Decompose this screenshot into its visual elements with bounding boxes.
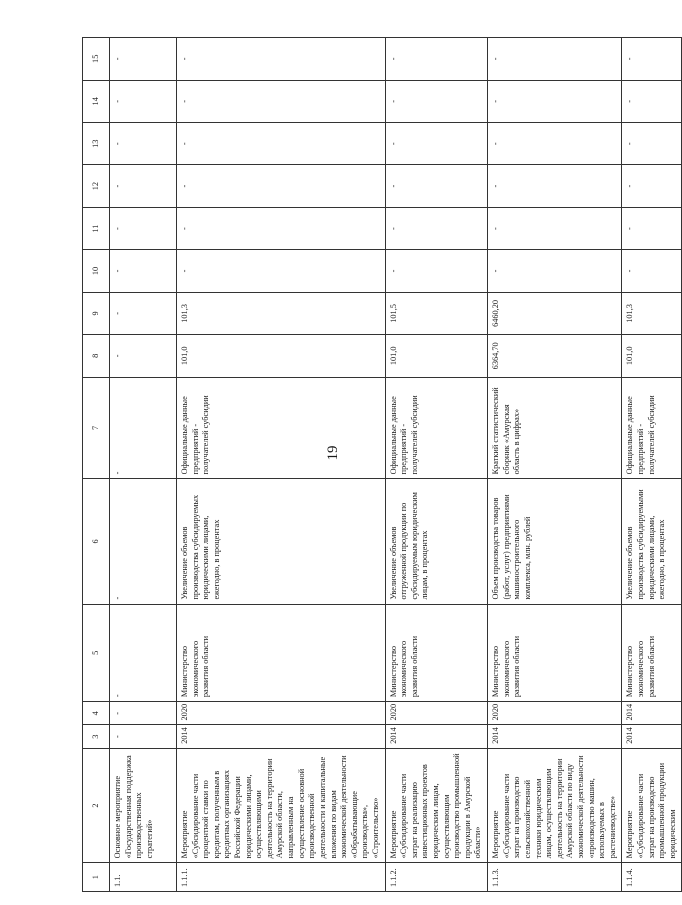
- col-header: 2: [83, 748, 110, 863]
- row-number: 1.1.2.: [385, 863, 487, 892]
- data-source: Краткий статистический сборник «Амурская область в цифрах»: [488, 377, 622, 479]
- value-cell: -: [177, 165, 386, 207]
- col-header: 4: [83, 702, 110, 725]
- value-cell: -: [622, 250, 682, 292]
- value-cell: -: [385, 165, 487, 207]
- start-year: 2014: [622, 725, 682, 748]
- col-header: 1: [83, 863, 110, 892]
- indicator: Увеличение объемов отгруженной продукции по субсидируемым юридическим лицам, в процентах: [385, 479, 487, 604]
- indicator: Объем производства товаров (работ, услуг) предприятиями машиностроительного комплекса, млн. рублей: [488, 479, 622, 604]
- page-number: 19: [325, 445, 341, 461]
- end-year: 2020: [385, 702, 487, 725]
- value-cell: -: [177, 207, 386, 249]
- value-cell: -: [622, 165, 682, 207]
- start-year: -: [110, 725, 177, 748]
- col-header: 14: [83, 80, 110, 122]
- table-row: [385, 38, 487, 892]
- value-cell: -: [177, 250, 386, 292]
- end-year: 2014: [622, 702, 682, 725]
- executor: Министерство экономического развития области: [622, 604, 682, 702]
- col-header: 11: [83, 207, 110, 249]
- value-cell: -: [622, 123, 682, 165]
- value-cell: -: [385, 38, 487, 81]
- indicator: Увеличение объемов производства субсидируемых юридическими лицами, ежегодно, в процентах: [177, 479, 386, 604]
- value-cell: -: [110, 292, 177, 334]
- indicator: Увеличение объемов производства субсидируемыми юридическими лицами, ежегодно, в процентах: [622, 479, 682, 604]
- value-cell: -: [488, 250, 622, 292]
- executor: -: [110, 604, 177, 702]
- row-number: 1.1.1.: [177, 863, 386, 892]
- row-number: 1.1.3.: [488, 863, 622, 892]
- executor: Министерство экономического развития области: [177, 604, 386, 702]
- row-number: 1.1.4.: [622, 863, 682, 892]
- col-header: 3: [83, 725, 110, 748]
- value-cell: 6460,20: [488, 292, 622, 334]
- indicator: -: [110, 479, 177, 604]
- table-row: [110, 38, 177, 892]
- value-cell: -: [110, 123, 177, 165]
- col-header: 10: [83, 250, 110, 292]
- value-cell: -: [110, 335, 177, 377]
- executor: Министерство экономического развития области: [385, 604, 487, 702]
- value-cell: -: [110, 38, 177, 81]
- value-cell: 101,3: [622, 292, 682, 334]
- start-year: 2014: [385, 725, 487, 748]
- table-row: [488, 38, 622, 892]
- value-cell: 101,5: [385, 292, 487, 334]
- value-cell: -: [622, 80, 682, 122]
- value-cell: 101,0: [622, 335, 682, 377]
- measure-name: Мероприятие «Субсидирование части затрат на реализацию инвестиционных проектов юридическим лицам, осуществляющим производство промышленной продукции в Амурской области»: [385, 748, 487, 863]
- measure-name: Мероприятие «Субсидирование части затрат на производство сельскохозяйственной техники юридическим лицам, осуществляющим деятельность на территории Амурской области по виду экономической деятельности «производство машин, используемых в растениеводстве»: [488, 748, 622, 863]
- col-header: 15: [83, 38, 110, 81]
- data-source: Официальные данные предприятий - получателей субсидии: [622, 377, 682, 479]
- col-header: 6: [83, 479, 110, 604]
- col-header: 8: [83, 335, 110, 377]
- end-year: 2020: [488, 702, 622, 725]
- table-row: [177, 38, 386, 892]
- value-cell: -: [385, 123, 487, 165]
- value-cell: -: [177, 38, 386, 81]
- measure-name: Мероприятие «Субсидирование части затрат на производство промышленной продукции юридическим: [622, 748, 682, 863]
- start-year: 2014: [488, 725, 622, 748]
- data-source: Официальные данные предприятий - получателей субсидии: [385, 377, 487, 479]
- value-cell: -: [488, 80, 622, 122]
- value-cell: 101,0: [385, 335, 487, 377]
- row-number: 1.1.: [110, 863, 177, 892]
- col-header: 9: [83, 292, 110, 334]
- value-cell: -: [110, 207, 177, 249]
- value-cell: -: [488, 38, 622, 81]
- measure-name: Мероприятие «Субсидирование части процентной ставки по кредитам, полученным в кредитных организациях Российской Федерации юридическими лицами, осуществляющими деятельность на территории Амурской области, направленным на осуществление основной производственной деятельности и капитальные вложения по видам экономической деятельности «Обрабатывающие производства», «Строительство»: [177, 748, 386, 863]
- measure-name: Основное мероприятие «Государственная поддержка производственных стратегий»: [110, 748, 177, 863]
- value-cell: 101,0: [177, 335, 386, 377]
- col-header: 5: [83, 604, 110, 702]
- start-year: 2014: [177, 725, 386, 748]
- value-cell: -: [488, 207, 622, 249]
- value-cell: -: [177, 80, 386, 122]
- executor: Министерство экономического развития области: [488, 604, 622, 702]
- value-cell: -: [177, 123, 386, 165]
- data-source: -: [110, 377, 177, 479]
- value-cell: -: [385, 80, 487, 122]
- header-row: [83, 38, 110, 892]
- end-year: 2020: [177, 702, 386, 725]
- col-header: 7: [83, 377, 110, 479]
- value-cell: -: [622, 207, 682, 249]
- col-header: 12: [83, 165, 110, 207]
- data-source: Официальные данные предприятий - получателей субсидии: [177, 377, 386, 479]
- value-cell: -: [110, 80, 177, 122]
- value-cell: -: [622, 38, 682, 81]
- value-cell: -: [488, 123, 622, 165]
- table-row: [622, 38, 682, 892]
- value-cell: 101,3: [177, 292, 386, 334]
- value-cell: 6364,70: [488, 335, 622, 377]
- value-cell: -: [110, 250, 177, 292]
- value-cell: -: [488, 165, 622, 207]
- col-header: 13: [83, 123, 110, 165]
- value-cell: -: [385, 250, 487, 292]
- value-cell: -: [385, 207, 487, 249]
- indicator-table: [82, 37, 682, 892]
- value-cell: -: [110, 165, 177, 207]
- end-year: -: [110, 702, 177, 725]
